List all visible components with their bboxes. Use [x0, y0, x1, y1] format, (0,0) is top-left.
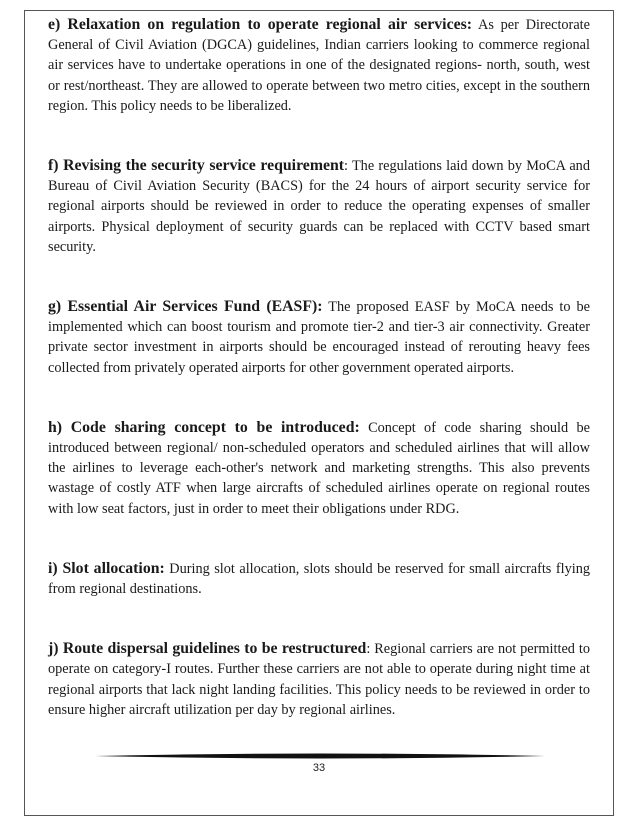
- paragraph-security-service-requirement: [48, 156, 590, 257]
- paragraph-heading: e) Relaxation on regulation to operate regional air services:: [48, 16, 472, 33]
- paragraph-text: As per Directorate General of Civil Aviation (DGCA) guidelines, Indian carriers looking to commerce regional air services have to undertake operations in one of the designated regions- north, south, west or rest/northeast. They are allowed to operate between two metro cities, except in the southern region. This policy needs to be liberalized.: [48, 17, 590, 114]
- paragraph-heading: f) Revising the security service requirement: [48, 157, 345, 175]
- paragraph-heading: i) Slot allocation:: [48, 559, 165, 577]
- paragraph-heading: j) Route dispersal guidelines to be restructured: [48, 640, 367, 658]
- paragraph-essential-air-services-fund: [48, 297, 590, 378]
- paragraph-heading: g) Essential Air Services Fund (EASF):: [48, 298, 323, 316]
- footer-divider: [95, 752, 545, 760]
- paragraph-relaxation-regional-air-services: [48, 15, 590, 116]
- paragraph-route-dispersal-guidelines: [48, 639, 590, 720]
- paragraph-heading: h) Code sharing concept to be introduced:: [48, 418, 360, 436]
- page-number: 33: [312, 762, 326, 774]
- paragraph-text: : The regulations laid down by MoCA and Bureau of Civil Aviation Security (BACS) for the 24 hours of airport security service for regional airports should be reviewed in order to reduce the operating expenses of smaller airports. Physical deployment of security guards can be replaced with CCTV based smart security.: [48, 158, 590, 255]
- paragraph-text: Concept of code sharing should be introduced between regional/ non-scheduled operators and scheduled airlines that will allow the airlines to leverage each-other's network and marketing strengths. This also prevents wastage of costly ATF when large aircrafts of scheduled airlines operate on regional routes with low seat factors, just in order to meet their obligations under RDG.: [48, 419, 590, 517]
- paragraph-text: : Regional carriers are not permitted to operate on category-I routes. Further these carriers are not able to operate during night time at regional airports that lack night landing facilities. This policy needs to be reviewed in order to ensure higher aircraft utilization per day by regional airlines.: [48, 641, 590, 718]
- paragraph-slot-allocation: [48, 559, 590, 599]
- paragraph-code-sharing: [48, 418, 590, 519]
- document-body: [48, 15, 590, 760]
- paragraph-text: The proposed EASF by MoCA needs to be implemented which can boost tourism and promote tier-2 and tier-3 air connectivity. Greater private sector investment in airports should be encouraged instead of rerouting heavy fees collected from privately operated airports for other government operated airports.: [48, 299, 590, 376]
- paragraph-text: During slot allocation, slots should be reserved for small aircrafts flying from regional destinations.: [48, 560, 590, 598]
